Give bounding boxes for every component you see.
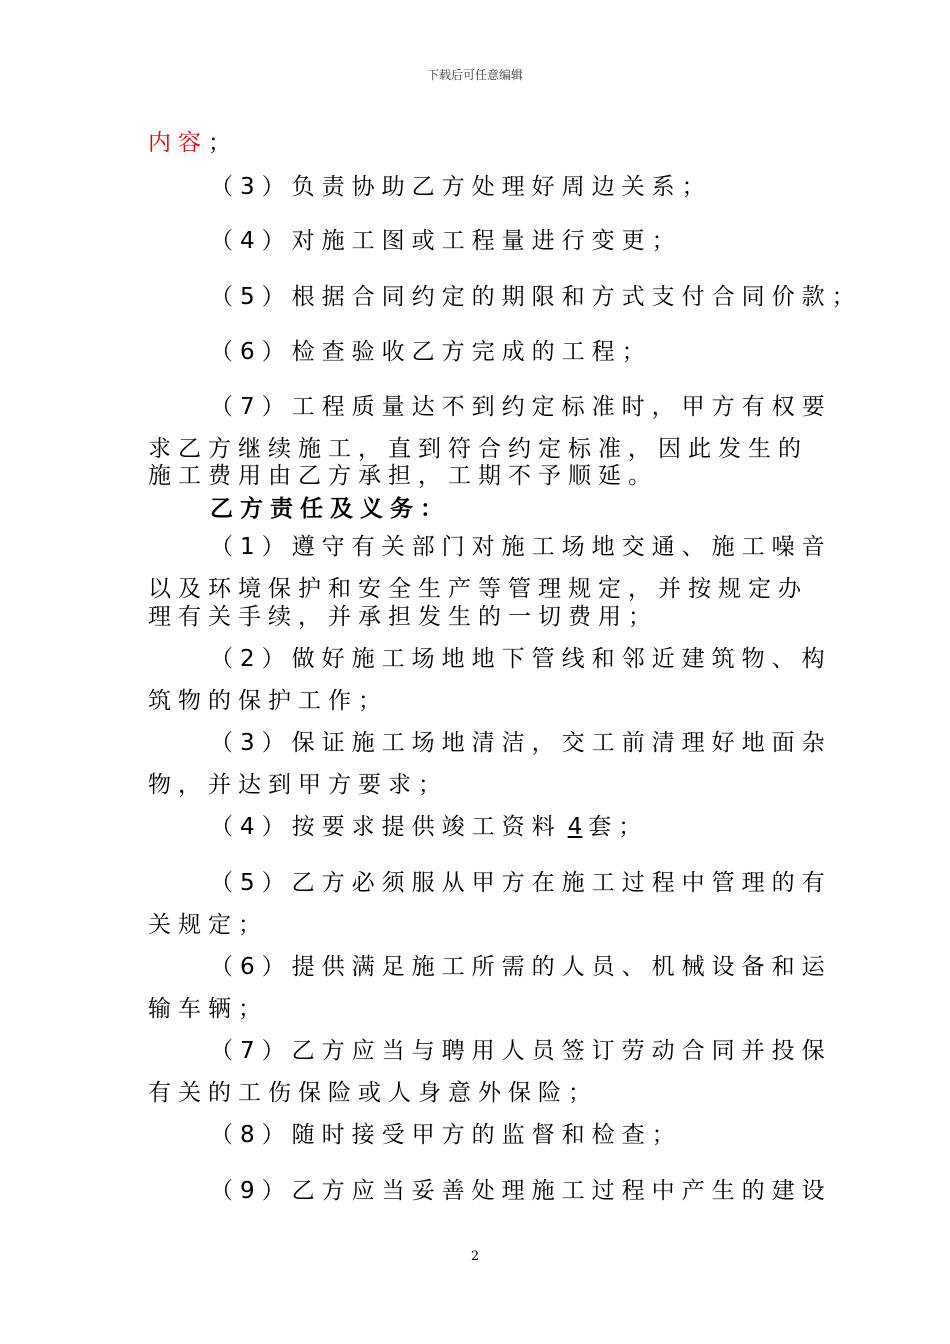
text-line: （2）做好施工场地地下管线和邻近建筑物、构	[210, 646, 832, 672]
text-line: 筑物的保护工作；	[148, 688, 388, 714]
text-line: 施工费用由乙方承担，工期不予顺延。	[148, 463, 658, 489]
text-line: 物，并达到甲方要求；	[148, 772, 448, 798]
text-line: （5）乙方必须服从甲方在施工过程中管理的有	[210, 870, 832, 896]
line-text: ；	[208, 130, 238, 156]
text-line	[148, 812, 910, 842]
text-line: （7）乙方应当与聘用人员签订劳动合同并投保	[210, 1038, 832, 1064]
text-line: （5）根据合同约定的期限和方式支付合同价款；	[210, 284, 862, 310]
text-line: （6）提供满足施工所需的人员、机械设备和运	[210, 954, 832, 980]
text-line: 有关的工伤保险或人身意外保险；	[148, 1080, 598, 1106]
text-line: （8）随时接受甲方的监督和检查；	[210, 1122, 682, 1148]
highlighted-text: 内容	[148, 130, 208, 156]
section-heading: 乙方责任及义务：	[210, 496, 450, 522]
text-line: 理有关手续，并承担发生的一切费用；	[148, 604, 658, 630]
text-line: （3）负责协助乙方处理好周边关系；	[210, 174, 712, 200]
text-line: （1）遵守有关部门对施工场地交通、施工噪音	[210, 534, 832, 560]
text-line: （3）保证施工场地清洁，交工前清理好地面杂	[210, 730, 832, 756]
text-line	[148, 128, 848, 158]
line-text: 套；	[588, 814, 649, 840]
line-text: （4）按要求提供竣工资料	[210, 814, 562, 840]
text-line: 关规定；	[148, 912, 268, 938]
text-line: 求乙方继续施工，直到符合约定标准，因此发生的	[148, 436, 808, 462]
text-line: 输车辆；	[148, 996, 268, 1022]
text-line: （4）对施工图或工程量进行变更；	[210, 228, 682, 254]
text-line: （9）乙方应当妥善处理施工过程中产生的建设	[210, 1178, 832, 1204]
page-header: 下载后可任意编辑	[426, 68, 523, 82]
text-line: （7）工程质量达不到约定标准时，甲方有权要	[210, 394, 832, 420]
text-line: 以及环境保护和安全生产等管理规定，并按规定办	[148, 576, 808, 602]
underlined-value: 4	[567, 814, 583, 840]
page-number: 2	[470, 1249, 480, 1264]
text-line: （6）检查验收乙方完成的工程；	[210, 339, 652, 365]
